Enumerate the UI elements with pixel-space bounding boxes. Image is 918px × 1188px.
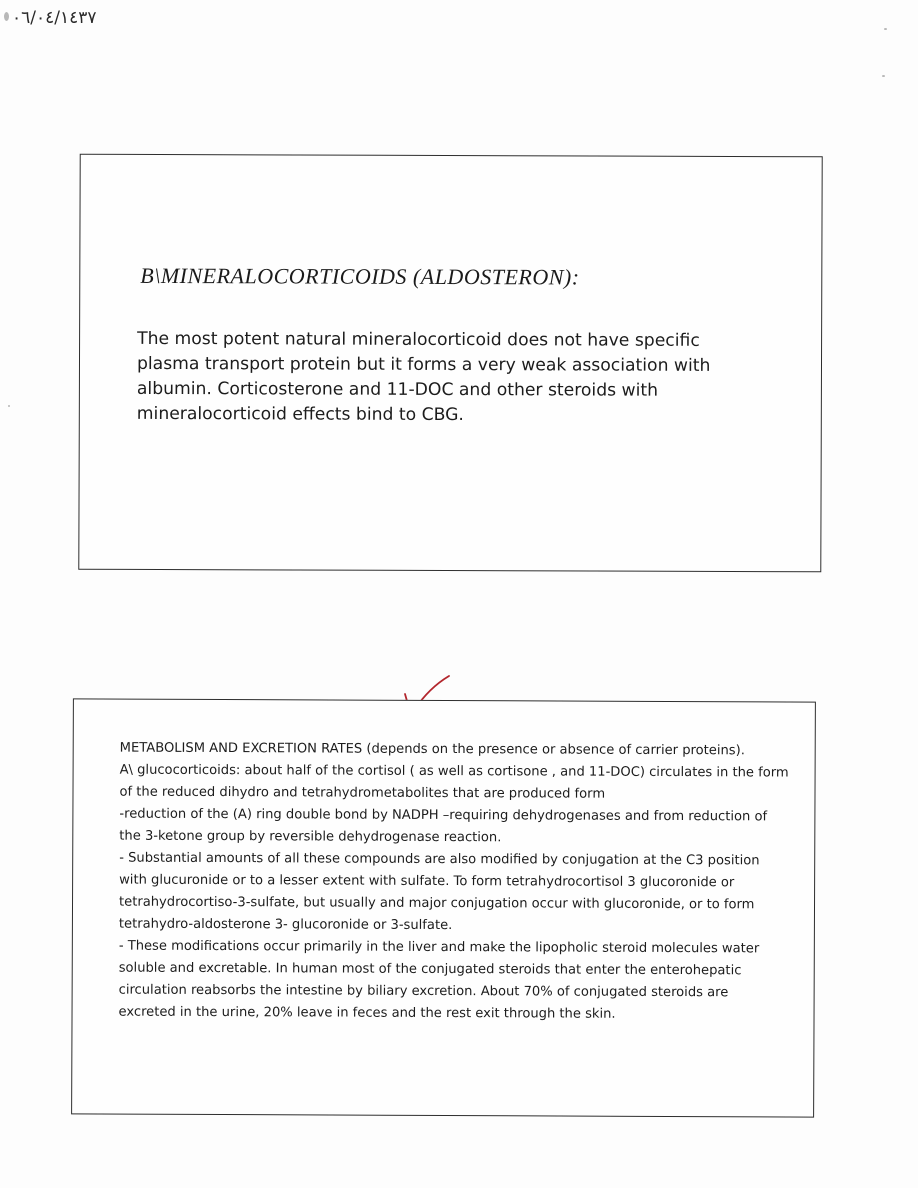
scan-speck	[8, 405, 10, 407]
mineralocorticoids-box	[78, 154, 822, 573]
metabolism-excretion-box	[71, 698, 816, 1117]
scan-speck	[884, 28, 887, 30]
metabolism-paragraph: METABOLISM AND EXCRETION RATES (depends on the presence or absence of carrier proteins).	[119, 740, 745, 759]
hijri-date-stamp: ٠٦/٠٤/١٤٣٧	[12, 8, 97, 28]
scan-speck	[4, 12, 9, 21]
metabolism-paragraph: - These modifications occur primarily in the liver and make the lipopholic steroid molecules water soluble and excretable. In human most of the conjugated steroids that enter the enterohepatic circulation reabsorbs the intestine by biliary excretion. About 70% of conjugated steroids are excreted in the urine, 20% leave in feces and the rest exit through the skin.	[118, 938, 760, 1022]
scan-speck	[882, 75, 885, 77]
mineralocorticoids-paragraph: The most potent natural mineralocorticoid does not have specific plasma transport protein but it forms a very weak association with albumin. Corticosterone and 11-DOC and other steroids with mineralocorticoid effects bind to CBG.	[136, 328, 711, 426]
section-heading: B\MINERALOCORTICOIDS (ALDOSTERON):	[140, 262, 580, 290]
metabolism-paragraph: A\ glucocorticoids: about half of the cortisol ( as well as cortisone , and 11-DOC) circulates in the form of the reduced dihydro and tetrahydrometabolites that are produced form	[119, 762, 789, 802]
metabolism-text	[118, 738, 789, 1027]
metabolism-paragraph: - Substantial amounts of all these compounds are also modified by conjugation at the C3 position with glucuronide or to a lesser extent with sulfate. To form tetrahydrocortisol 3 glucoronide or tetrahydrocortiso-3-sulfate, but usually and major conjugation occur with glucoronide, or to form tetrahydro-aldosterone 3- glucoronide or 3-sulfate.	[118, 850, 760, 934]
metabolism-paragraph: -reduction of the (A) ring double bond by NADPH –requiring dehydrogenases and from reduction of the 3-ketone group by reversible dehydrogenase reaction.	[119, 806, 768, 846]
